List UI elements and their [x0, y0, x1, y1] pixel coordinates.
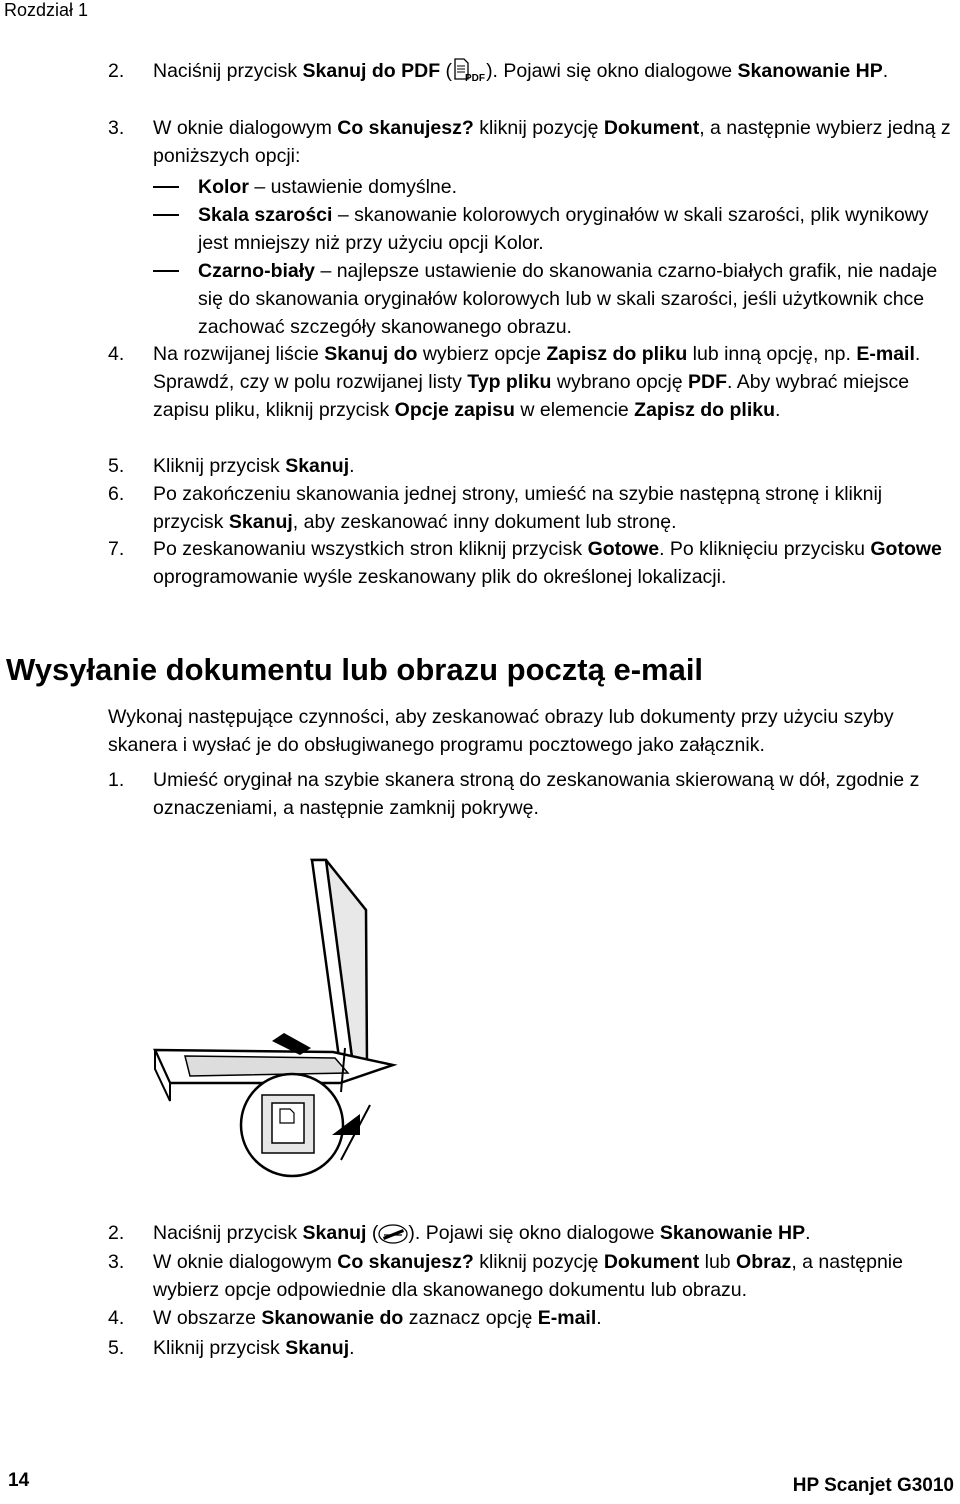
step-text: W oknie dialogowym Co skanujesz? kliknij pozycję Dokument, a następnie wybierz jedną z poniższych opcji: [153, 117, 951, 167]
step-number: 5. [108, 1337, 125, 1359]
step-number: 6. [108, 483, 125, 505]
step-text: Po zeskanowaniu wszystkich stron kliknij przycisk Gotowe. Po kliknięciu przycisku Gotowe oprogramowanie wyśle zeskanowany plik do określonej lokalizacji. [153, 538, 942, 588]
step-number: 7. [108, 538, 125, 560]
step-text: Naciśnij przycisk Skanuj ( ). Pojawi się okno dialogowe Skanowanie HP. [153, 1219, 953, 1253]
chapter-header: Rozdział 1 [4, 0, 89, 20]
option-item: Czarno-biały – najlepsze ustawienie do skanowania czarno-białych grafik, nie nadaje się do skanowania oryginałów kolorowych lub w skali szarości, jeśli użytkownik chce zachować szczegóły skanowanego obrazu. [198, 260, 938, 338]
step-text: Kliknij przycisk Skanuj. [153, 1337, 355, 1359]
intro-paragraph: Wykonaj następujące czynności, aby zeskanować obrazy lub dokumenty przy użyciu szyby skanera i wysłać je do obsługiwanego programu pocztowego jako załącznik. [108, 706, 894, 756]
list-dash [153, 270, 179, 272]
step-text: Po zakończeniu skanowania jednej strony, umieść na szybie następną stronę i kliknij przycisk Skanuj, aby zeskanować inny dokument lub stronę. [153, 483, 883, 533]
step-number: 2. [108, 60, 125, 82]
scanner-illustration [150, 855, 460, 1185]
step-number: 1. [108, 769, 125, 791]
option-item: Kolor – ustawienie domyślne. [198, 176, 458, 198]
step-number: 3. [108, 117, 125, 139]
list-dash [153, 186, 179, 188]
step-text: Umieść oryginał na szybie skanera stroną do zeskanowania skierowaną w dół, zgodnie z oznaczeniami, a następnie zamknij pokrywę. [153, 769, 920, 819]
page-number: 14 [8, 1470, 30, 1491]
step-text: Naciśnij przycisk Skanuj do PDF ( PDF ). Pojawi się okno dialogowe Skanowanie HP. [153, 57, 953, 91]
list-dash [153, 214, 179, 216]
step-number: 4. [108, 1307, 125, 1329]
step-number: 4. [108, 343, 125, 365]
scan-to-pdf-icon [452, 57, 486, 91]
step-number: 2. [108, 1222, 125, 1244]
option-item: Skala szarości – skanowanie kolorowych oryginałów w skali szarości, plik wynikowy jest mniejszy niż przy użyciu opcji Kolor. [198, 204, 929, 254]
step-text: Na rozwijanej liście Skanuj do wybierz opcje Zapisz do pliku lub inną opcję, np. E-mail. Sprawdź, czy w polu rozwijanej listy Typ pliku wybrano opcję PDF. Aby wybrać miejsce zapisu pliku, kliknij przycisk Opcje zapisu w elemencie Zapisz do pliku. [153, 343, 921, 421]
step-number: 3. [108, 1251, 125, 1273]
product-name: HP Scanjet G3010 [792, 1475, 954, 1496]
step-text: W obszarze Skanowanie do zaznacz opcję E-mail. [153, 1307, 602, 1329]
step-number: 5. [108, 455, 125, 477]
svg-text:PDF: PDF [465, 73, 486, 83]
section-heading: Wysyłanie dokumentu lub obrazu pocztą e-mail [6, 652, 704, 687]
step-text: Kliknij przycisk Skanuj. [153, 455, 355, 477]
step-text: W oknie dialogowym Co skanujesz? kliknij pozycję Dokument lub Obraz, a następnie wybierz opcje odpowiednie dla skanowanego dokumentu lub obrazu. [153, 1251, 903, 1301]
